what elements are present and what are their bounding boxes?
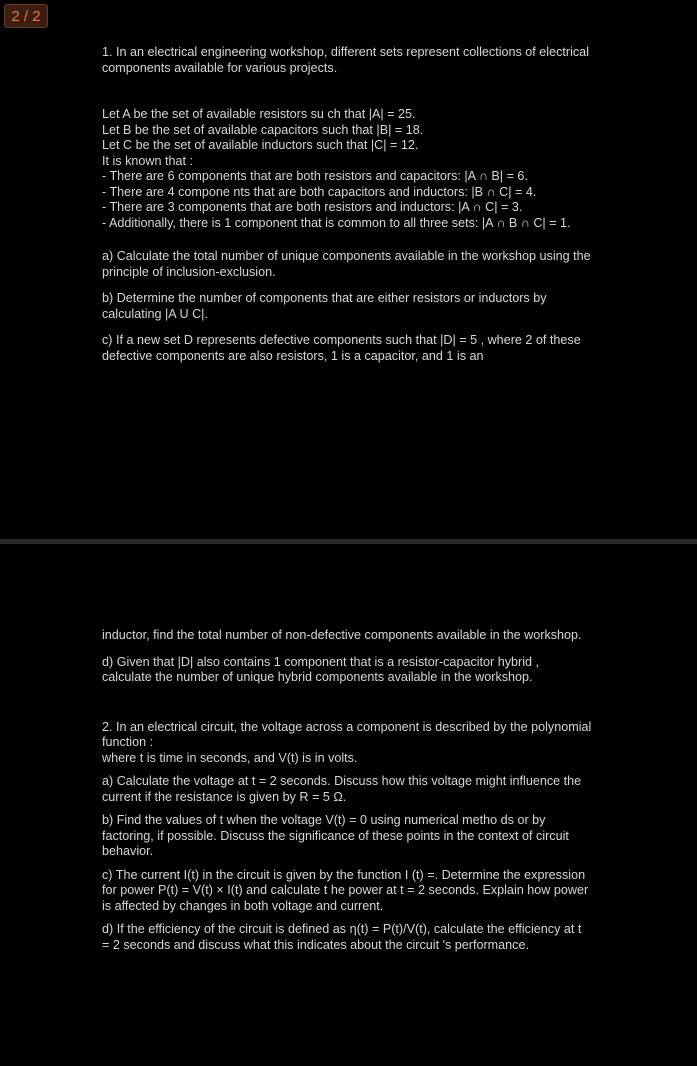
fact-a-intersect-b: - There are 6 components that are both resistors and capacitors: |A ∩ B| = 6. (102, 169, 528, 183)
set-a-definition: Let A be the set of available resistors su ch that |A| = 25. (102, 107, 416, 121)
q2-where: where t is time in seconds, and V(t) is in volts. (102, 750, 358, 765)
q2-part-c: c) The current I(t) in the circuit is given by the function I (t) =. Determine the expression for power P(t) = V(t) × I(t) and calculate t he power at t = 2 seconds. Explain how power is affected by changes in both voltage and current. (102, 867, 589, 913)
known-heading: It is known that : (102, 153, 193, 168)
question-1-text (102, 45, 592, 364)
question-continuation-text (102, 628, 592, 953)
page-indicator-badge[interactable]: 2 / 2 (4, 4, 48, 28)
q1-intro: 1. In an electrical engineering workshop, different sets represent collections of electrical components available for various projects. (102, 45, 589, 75)
q2-part-d: d) If the efficiency of the circuit is defined as η(t) = P(t)/V(t), calculate the efficiency at t = 2 seconds and discuss what this indicates about the circuit 's performance. (102, 922, 582, 952)
set-c-definition: Let C be the set of available inductors such that |C| = 12. (102, 138, 419, 152)
fact-b-intersect-c: - There are 4 compone nts that are both capacitors and inductors: |B ∩ C| = 4. (102, 184, 537, 199)
fact-all-three: - Additionally, there is 1 component that is common to all three sets: |A ∩ B ∩ C| = 1. (102, 215, 571, 230)
q1-part-c-start: c) If a new set D represents defective components such that |D| = 5 , where 2 of these defective components are also resistors, 1 is a capacitor, and 1 is an (102, 333, 581, 363)
q2-intro: 2. In an electrical circuit, the voltage across a component is described by the polynomial function : (102, 719, 592, 749)
q1-part-b: b) Determine the number of components that are either resistors or inductors by calculating |A U C|. (102, 291, 547, 321)
q1-part-d: d) Given that |D| also contains 1 component that is a resistor-capacitor hybrid , calculate the number of unique hybrid components available in the workshop. (102, 654, 540, 684)
q1-part-a: a) Calculate the total number of unique components available in the workshop using the principle of inclusion-exclusion. (102, 249, 591, 279)
q2-part-a: a) Calculate the voltage at t = 2 seconds. Discuss how this voltage might influence the current if the resistance is given by R = 5 Ω. (102, 774, 582, 804)
q2-part-b: b) Find the values of t when the voltage V(t) = 0 using numerical metho ds or by factoring, if possible. Discuss the significance of these points in the context of circuit behavior. (102, 813, 569, 858)
q1-part-c-end: inductor, find the total number of non-defective components available in the workshop. (102, 628, 582, 642)
fact-a-intersect-c: - There are 3 components that are both resistors and inductors: |A ∩ C| = 3. (102, 200, 523, 214)
page-section-bottom (0, 544, 697, 1066)
set-b-definition: Let B be the set of available capacitors such that |B| = 18. (102, 122, 424, 137)
